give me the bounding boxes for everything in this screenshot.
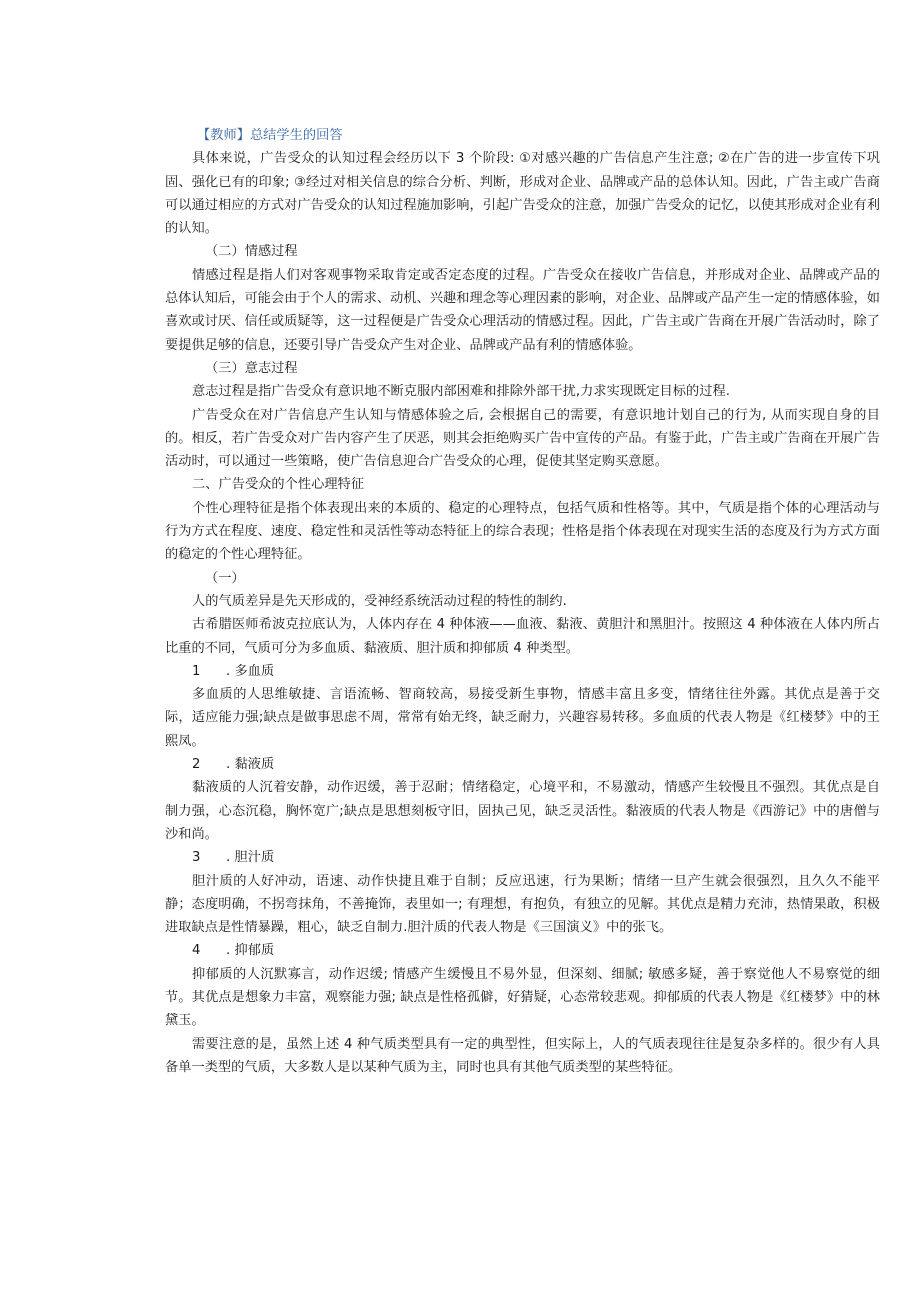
heading-emotion-process: （二）情感过程 (205, 244, 298, 260)
heading-melancholic (165, 939, 880, 962)
paragraph-melancholic: 抑郁质的人沉默寡言，动作迟缓; 情感产生缓慢且不易外显，但深刻、细腻; 敏感多疑，善于察觉他人不易察觉的细节。其优点是想象力丰富，观察能力强; 缺点是性格孤僻，好猜疑，心态常较悲观。抑郁质的代表人物是《红楼梦》中的林黛玉。 (165, 966, 880, 1029)
heading-title: . 多血质 (226, 663, 275, 679)
paragraph-cognition: 具体来说，广告受众的认知过程会经历以下 3 个阶段: ①对感兴趣的广告信息产生注意; ②在广告的进一步宣传下巩固、强化已有的印象; ③经过对相关信息的综合分析、判断，形成对企业、品牌或产品的总体认知。因此，广告主或广告商可以通过相应的方式对广告受众的认知过程施加影响，引起广告受众的注意，加强广告受众的记忆，以使其形成对企业有利的认知。 (165, 151, 880, 237)
paragraph-hippocrates: 古希腊医师希波克拉底认为，人体内存在 4 种体液——血液、黏液、黄胆汁和黑胆汁。按照这 4 种体液在人体内所占比重的不同，气质可分为多血质、黏液质、胆汁质和抑郁质 4 种类型。 (165, 617, 880, 656)
heading-sanguine (165, 660, 880, 683)
paragraph-choleric: 胆汁质的人好冲动，语速、动作快捷且难于自制；反应迅速，行为果断；情绪一旦产生就会很强烈，且久久不能平静；态度明确，不拐弯抹角，不善掩饰，表里如一; 有理想，有抱负，有独立的见解。其优点是精力充沛，热情果敢，积极进取缺点是性情暴躁，粗心，缺乏自制力.胆汁质的代表人物是《三国演义》中的张飞。 (165, 873, 880, 936)
heading-will-process: （三）意志过程 (205, 360, 298, 376)
heading-section-two: 二、广告受众的个性心理特征 (192, 477, 365, 493)
heading-number: 4 (192, 943, 201, 959)
paragraph-sanguine: 多血质的人思维敏捷、言语流畅、智商较高，易接受新生事物，情感丰富且多变，情绪往往外露。其优点是善于交际，适应能力强;缺点是做事思虑不周，常常有始无终，缺乏耐力，兴趣容易转移。多血质的代表人物是《红楼梦》中的王熙凤。 (165, 687, 880, 749)
heading-number: 2 (192, 757, 201, 773)
paragraph-personality: 个性心理特征是指个体表现出来的本质的、稳定的心理特点，包括气质和性格等。其中，气质是指个体的心理活动与行为方式在程度、速度、稳定性和灵活性等动态特征上的综合表现；性格是指个体表现在对现实生活的态度及行为方式方面的稳定的个性心理特征。 (165, 500, 880, 563)
paragraph-innate: 人的气质差异是先天形成的，受神经系统活动过程的特性的制约. (192, 593, 567, 609)
heading-choleric (165, 846, 880, 869)
heading-number: 1 (192, 663, 201, 679)
heading-phlegmatic (165, 753, 880, 776)
heading-temperament: （一） (205, 570, 245, 586)
teacher-heading: 【教师】总结学生的回答 (197, 128, 343, 143)
heading-title: . 抑郁质 (226, 943, 275, 959)
heading-title: . 胆汁质 (226, 850, 275, 866)
paragraph-note: 需要注意的是，虽然上述 4 种气质类型具有一定的典型性，但实际上，人的气质表现往往是复杂多样的。很少有人具备单一类型的气质，大多数人是以某种气质为主，同时也具有其他气质类型的某些特征。 (165, 1036, 880, 1075)
paragraph-will-definition: 意志过程是指广告受众有意识地不断克服内部困难和排除外部干扰,力求实现既定目标的过程. (192, 384, 730, 400)
paragraph-phlegmatic: 黏液质的人沉着安静，动作迟缓，善于忍耐；情绪稳定，心境平和，不易激动，情感产生较慢且不强烈。其优点是自制力强，心态沉稳，胸怀宽广;缺点是思想刻板守旧，固执己见，缺乏灵活性。黏液质的代表人物是《西游记》中的唐僧与沙和尚。 (165, 780, 880, 842)
heading-title: . 黏液质 (226, 757, 275, 773)
paragraph-will-detail: 广告受众在对广告信息产生认知与情感体验之后, 会根据自己的需要，有意识地计划自己的行为, 从而实现自身的目的。相反，若广告受众对广告内容产生了厌恶，则其会拒绝购买广告中宣传的产品。有鉴于此，广告主或广告商在开展广告活动时，可以通过一些策略，使广告信息迎合广告受众的心理，促使其坚定购买意愿。 (165, 407, 880, 470)
heading-number: 3 (192, 850, 201, 866)
paragraph-emotion: 情感过程是指人们对客观事物采取肯定或否定态度的过程。广告受众在接收广告信息，并形成对企业、品牌或产品的总体认知后，可能会由于个人的需求、动机、兴趣和理念等心理因素的影响，对企业、品牌或产品产生一定的情感体验，如喜欢或讨厌、信任或质疑等，这一过程便是广告受众心理活动的情感过程。因此，广告主或广告商在开展广告活动时，除了要提供足够的信息，还要引导广告受众产生对企业、品牌或产品有利的情感体验。 (165, 267, 880, 353)
document-page (165, 124, 880, 1079)
